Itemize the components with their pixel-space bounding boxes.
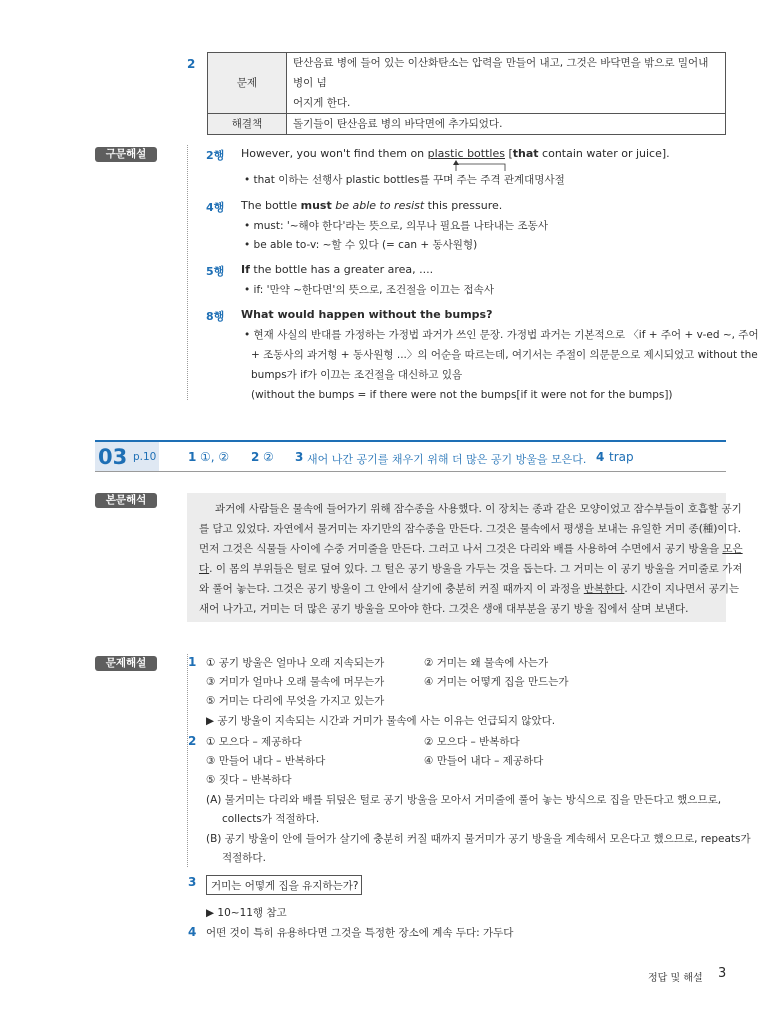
grammar-note: bumps가 if가 이끄는 조건절을 대신하고 있음 (251, 369, 463, 381)
grammar-note: • 현재 사실의 반대를 가정하는 가정법 과거가 쓰인 문장. 가정법 과거는 기본적으로 〈if + 주어 + v-ed ~, 주어 (244, 329, 759, 341)
option: ① 모으다 – 제공하다 (206, 736, 302, 748)
answer-num: 4 (596, 450, 605, 464)
text: [ (504, 147, 513, 160)
problem-solution-table (207, 52, 726, 135)
phrase: be able to resist (331, 199, 425, 212)
footer-label: 정답 및 해설 (648, 973, 703, 984)
option: ③ 만들어 내다 – 반복하다 (206, 755, 326, 767)
table-text: 어지게 한다. (293, 97, 351, 109)
answer-num: 2 (251, 450, 260, 464)
answer-num: 3 (295, 450, 304, 464)
translation-line (199, 582, 739, 596)
answer-text: 어떤 것이 특히 유용하다면 그것을 특정한 장소에 계속 두다: 가두다 (206, 927, 514, 939)
table-head-problem: 문제 (208, 53, 287, 114)
modal-verb: must (300, 199, 332, 212)
translation-line: 새어 나가고, 거미는 더 많은 공기 방울을 모아야 한다. 그것은 생애 대부분을 공기 방울 집에서 살며 보낸다. (199, 603, 689, 615)
explanation: collects가 적절하다. (222, 813, 320, 825)
text: this pressure. (424, 199, 503, 212)
option: ① 공기 방울은 얼마나 오래 지속되는가 (206, 657, 385, 669)
grammar-note: + 조동사의 과거형 + 동사원형 ...〉의 어순을 따르는데, 여기서는 주절이 의문문으로 제시되었고 without the (251, 349, 758, 361)
option: ③ 거미가 얼마나 오래 물속에 머무는가 (206, 676, 385, 688)
answer-value: ①, ② (200, 450, 230, 464)
problems-badge: 문제해설 (95, 656, 157, 671)
section-number: 03 (98, 445, 128, 469)
line-ref: 4행 (206, 201, 225, 214)
text: However, you won't find them on (241, 147, 428, 160)
conjunction: If (241, 263, 250, 276)
option: ④ 만들어 내다 – 제공하다 (424, 755, 544, 767)
line-ref: 8행 (206, 310, 225, 323)
table-cell-problem (287, 53, 726, 114)
modifier-arrow-icon (450, 160, 510, 172)
question-number: 3 (188, 875, 197, 889)
translation-badge: 본문해석 (95, 493, 157, 508)
option: ④ 거미는 어떻게 집을 만드는가 (424, 676, 569, 688)
option: ⑤ 거미는 다리에 무엇을 가지고 있는가 (206, 695, 385, 707)
grammar-sentence (241, 263, 433, 277)
text: contain water or juice]. (538, 147, 670, 160)
explanation: 적절하다. (222, 852, 266, 864)
section-page: p.10 (133, 451, 157, 463)
line-ref: 5행 (206, 265, 225, 278)
option: ② 모으다 – 반복하다 (424, 736, 520, 748)
grammar-sentence: What would happen without the bumps? (241, 308, 493, 321)
line-ref: 2행 (206, 149, 225, 162)
grammar-note: • be able to-v: ~할 수 있다 (= can + 동사원형) (244, 239, 478, 251)
text: the bottle has a greater area, .... (249, 263, 434, 276)
underlined-word: 반복한다 (583, 583, 625, 595)
option: ⑤ 짓다 – 반복하다 (206, 774, 292, 786)
table-head-solution: 해결책 (208, 114, 287, 135)
answer-box: 거미는 어떻게 집을 유지하는가? (206, 875, 362, 895)
table-text: 탄산음료 병에 들어 있는 이산화탄소는 압력을 만들어 내고, 그것은 바닥면을 밖으로 밀어내 병이 넘 (293, 57, 709, 89)
grammar-note: • must: '~해야 한다'라는 뜻으로, 의무나 필요를 나타내는 조동사 (244, 220, 548, 232)
page-number: 3 (718, 966, 727, 981)
grammar-note: (without the bumps = if there were not the bumps[if it were not for the bumps]) (251, 389, 673, 401)
underlined-word: 모은 (722, 543, 743, 555)
grammar-note: • that 이하는 선행사 plastic bottles를 꾸며 주는 주격 관계대명사절 (244, 174, 565, 186)
text: . 이 몸의 부위들은 털로 덮여 있다. 그 털은 공기 방울을 가두는 것을 돕는다. 그 거미는 이 공기 방울을 거미줄로 가져 (209, 563, 743, 575)
text: The bottle (241, 199, 301, 212)
question-number: 2 (187, 57, 196, 71)
translation-line (199, 562, 742, 576)
answer-value: 새어 나간 공기를 채우기 위해 더 많은 공기 방울을 모은다. (307, 453, 587, 466)
grammar-note: • if: '만약 ~한다면'의 뜻으로, 조건절을 이끄는 접속사 (244, 284, 494, 296)
section-top-rule (95, 440, 726, 442)
translation-line: 과거에 사람들은 물속에 들어가기 위해 잠수종을 사용했다. 이 장치는 종과 같은 모양이었고 잠수부들이 호흡할 공기 (215, 503, 742, 515)
explanation: (B) 공기 방울이 안에 들어가 살기에 충분히 커질 때까지 물거미가 공기 방울을 계속해서 모은다고 했으므로, repeats가 (206, 833, 751, 845)
table-cell-solution: 돌기들이 탄산음료 병의 바닥면에 추가되었다. (287, 114, 726, 135)
translation-line: 를 담고 있었다. 자연에서 물거미는 자기만의 잠수종을 만든다. 그것은 물속에서 평생을 보내는 유일한 거미 종(種)이다. (199, 523, 742, 535)
explanation: ▶ 10~11행 참고 (206, 907, 287, 919)
answer-num: 1 (188, 450, 197, 464)
grammar-sentence (241, 147, 670, 161)
translation-line (199, 542, 743, 556)
text: . 시간이 지나면서 공기는 (624, 583, 740, 595)
underlined-word: 다 (199, 563, 210, 575)
option: ② 거미는 왜 물속에 사는가 (424, 657, 549, 669)
text: 와 풀어 놓는다. 그것은 공기 방울이 그 안에서 살기에 충분히 커질 때까지 이 과정을 (199, 583, 584, 595)
question-number: 2 (188, 734, 197, 748)
question-number: 1 (188, 655, 197, 669)
answer-value: ② (263, 450, 274, 464)
dotted-divider (187, 654, 188, 867)
explanation: ▶ 공기 방울이 지속되는 시간과 거미가 물속에 사는 이유는 언급되지 않았다. (206, 715, 556, 727)
relative-pronoun: that (512, 147, 539, 160)
explanation: (A) 물거미는 다리와 배를 뒤덮은 털로 공기 방울을 모아서 거미줄에 풀어 놓는 방식으로 집을 만든다고 했으므로, (206, 794, 722, 806)
dotted-divider (187, 145, 188, 400)
antecedent: plastic bottles (427, 147, 505, 160)
answer-value: trap (609, 450, 634, 464)
question-number: 4 (188, 925, 197, 939)
section-bottom-rule (95, 471, 726, 472)
text: 먼저 그것은 식물들 사이에 수중 거미줄을 만든다. 그러고 나서 그것은 다리와 배를 사용하여 수면에서 공기 방울을 (199, 543, 723, 555)
grammar-sentence (241, 199, 502, 213)
grammar-badge: 구문해설 (95, 147, 157, 162)
